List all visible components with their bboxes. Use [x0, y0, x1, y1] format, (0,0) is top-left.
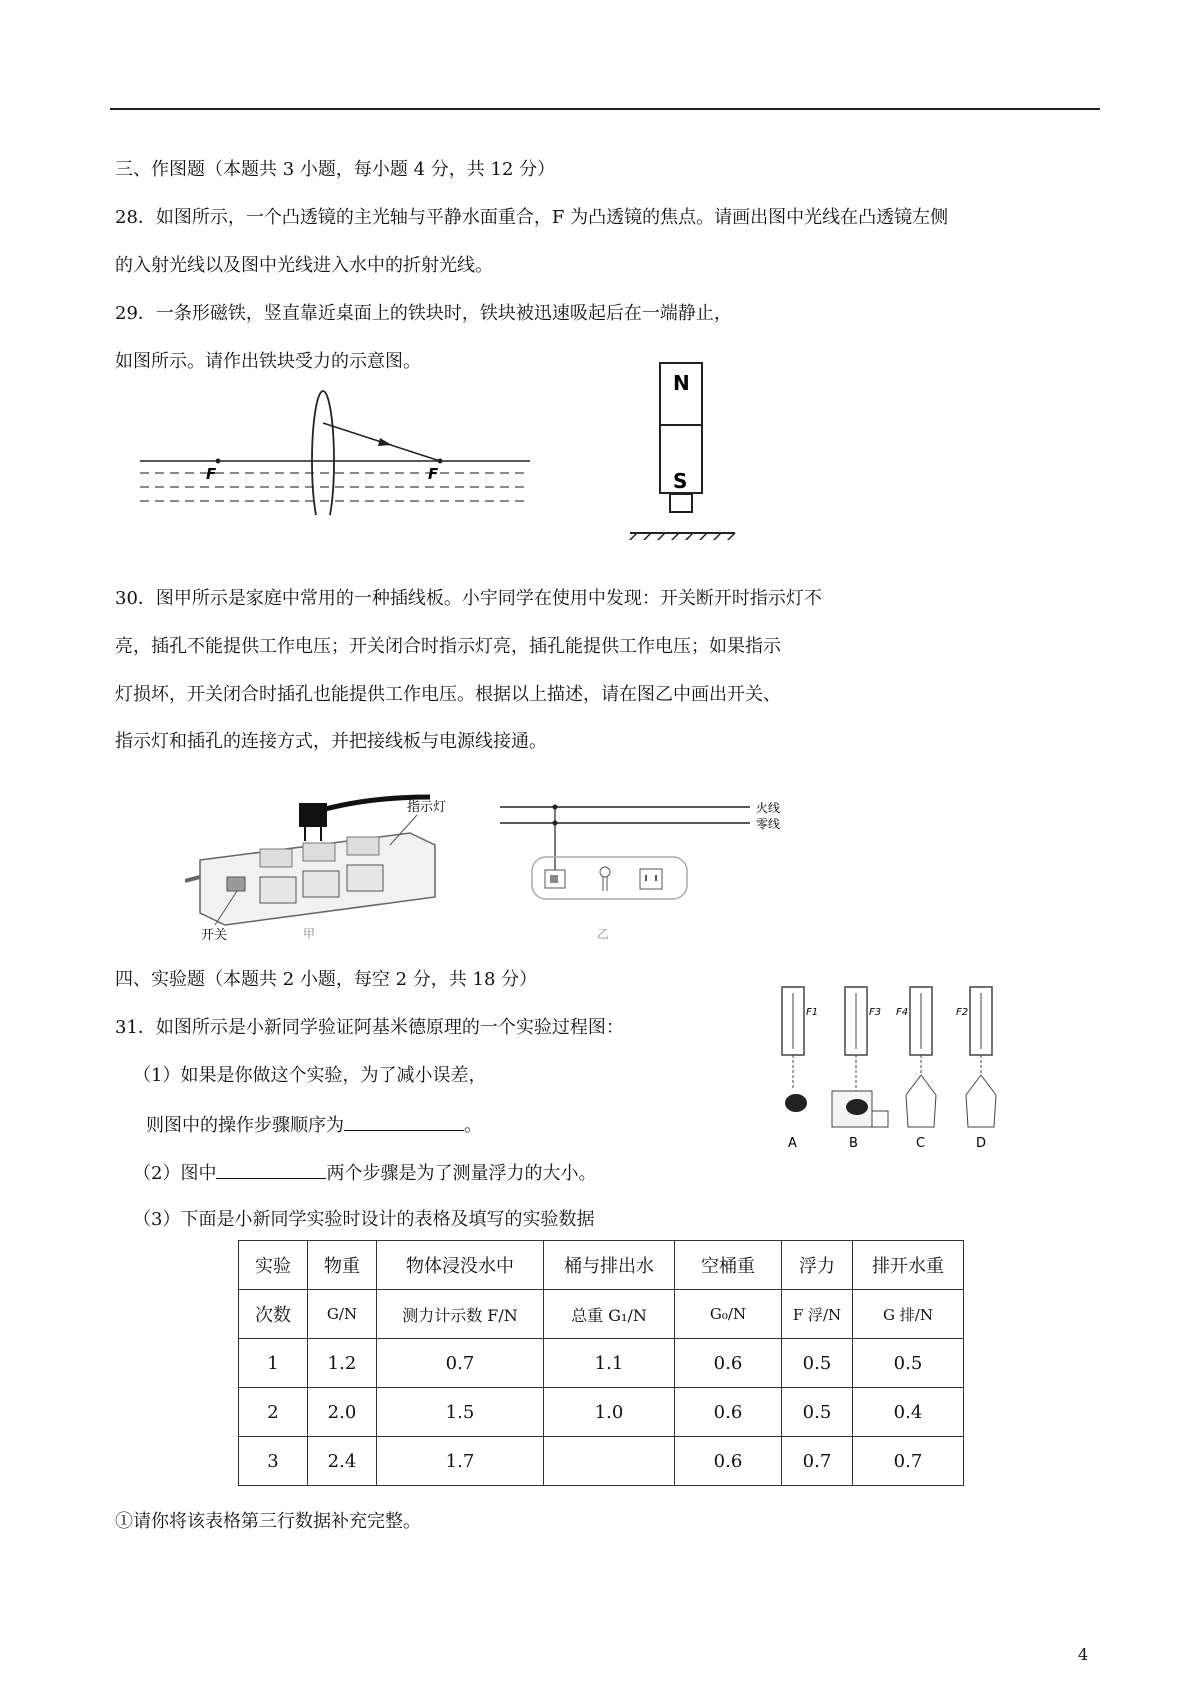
- table-header-cell: G/N: [308, 1290, 377, 1339]
- table-header-row-top: [239, 1241, 964, 1290]
- q31-sub2-pre: （2）图中: [133, 1163, 217, 1184]
- table-header-cell: 桶与排出水: [544, 1241, 675, 1290]
- table-row: [239, 1437, 964, 1486]
- header-rule: [110, 108, 1100, 110]
- q30-line3: 灯损坏，开关闭合时插孔也能提供工作电压。根据以上描述，请在图乙中画出开关、: [115, 684, 781, 705]
- svg-text:F4: F4: [896, 1007, 909, 1018]
- q31-sub1b-text: 则图中的操作步骤顺序为: [146, 1115, 344, 1136]
- table-header-cell: 物体浸没水中: [377, 1241, 544, 1290]
- q30-line2: 亮，插孔不能提供工作电压；开关闭合时指示灯亮，插孔能提供工作电压；如果指示: [115, 636, 781, 657]
- table-cell: 2.0: [308, 1388, 377, 1437]
- socket-icon: [303, 871, 339, 897]
- table-cell: 1.5: [377, 1388, 544, 1437]
- switch-label: 开关: [201, 928, 228, 943]
- table-cell: 0.6: [675, 1388, 782, 1437]
- focus-left-label: F: [206, 465, 217, 483]
- table-cell: 0.7: [853, 1437, 964, 1486]
- spring-scale-figure: [760, 985, 1020, 1155]
- q30-line1: 30．图甲所示是家庭中常用的一种插线板。小宇同学在使用中发现：开关断开时指示灯不: [115, 588, 822, 609]
- magnet-figure: [625, 360, 745, 540]
- q29-line1: 29．一条形磁铁，竖直靠近桌面上的铁块时，铁块被迅速吸起后在一端静止，: [115, 303, 732, 324]
- table-header-cell: 总重 G₁/N: [544, 1290, 675, 1339]
- table-cell: 2.4: [308, 1437, 377, 1486]
- table-cell: 1.2: [308, 1339, 377, 1388]
- table-header-cell: F 浮/N: [782, 1290, 853, 1339]
- scale-d: [956, 987, 996, 1151]
- table-header-cell: G 排/N: [853, 1290, 964, 1339]
- table-row: [239, 1388, 964, 1437]
- table-cell: 0.6: [675, 1437, 782, 1486]
- svg-text:F1: F1: [806, 1007, 819, 1018]
- q31-note: ①请你将该表格第三行数据补充完整。: [115, 1511, 421, 1532]
- table-header-cell: 实验: [239, 1241, 308, 1290]
- q30-line4: 指示灯和插孔的连接方式，并把接线板与电源线接通。: [115, 731, 547, 752]
- table-cell: 0.5: [782, 1339, 853, 1388]
- q29-line2: 如图所示。请作出铁块受力的示意图。: [115, 351, 421, 372]
- power-strip-figure: [185, 785, 495, 945]
- magnet-south-label: S: [673, 469, 688, 493]
- q31-sub2-post: 两个步骤是为了测量浮力的大小。: [326, 1163, 597, 1184]
- q31-sub1b: [146, 1112, 482, 1138]
- page-number: 4: [1078, 1645, 1089, 1664]
- table-cell: 1.1: [544, 1339, 675, 1388]
- q31-sub2: [133, 1160, 596, 1186]
- scale-c: [896, 987, 936, 1151]
- q31-sub1: （1）如果是你做这个实验，为了减小误差，: [133, 1065, 487, 1086]
- table-cell: 0.4: [853, 1388, 964, 1437]
- wiring-figure: [500, 795, 820, 905]
- lens-figure: [130, 365, 540, 515]
- table-cell: 1.7: [377, 1437, 544, 1486]
- svg-text:F3: F3: [869, 1007, 882, 1018]
- table-cell: 0.5: [782, 1388, 853, 1437]
- focus-right-label: F: [428, 465, 439, 483]
- table-header-cell: 浮力: [782, 1241, 853, 1290]
- figure-jia-label: 甲: [303, 927, 316, 941]
- experiment-data-table: [238, 1240, 964, 1486]
- table-cell: 0.6: [675, 1339, 782, 1388]
- table-header-cell: 次数: [239, 1290, 308, 1339]
- figure-yi-label: 乙: [597, 927, 610, 941]
- socket-icon: [260, 877, 296, 903]
- table-cell: 0.7: [377, 1339, 544, 1388]
- scale-a: [782, 987, 818, 1151]
- q31-sub1b-end: 。: [464, 1115, 482, 1136]
- q31-line1: 31．如图所示是小新同学验证阿基米德原理的一个实验过程图：: [115, 1017, 624, 1038]
- scale-b: [832, 987, 888, 1151]
- q28-line2: 的入射光线以及图中光线进入水中的折射光线。: [115, 255, 493, 276]
- answer-blank-order[interactable]: [344, 1112, 464, 1131]
- indicator-label: 指示灯: [407, 800, 447, 815]
- table-header-cell: 物重: [308, 1241, 377, 1290]
- socket-icon: [347, 865, 383, 891]
- scale-a-label: A: [788, 1136, 797, 1151]
- outlet-symbol-icon: [640, 869, 662, 889]
- table-header-cell: G₀/N: [675, 1290, 782, 1339]
- svg-text:F2: F2: [956, 1007, 969, 1018]
- table-cell: 1.0: [544, 1388, 675, 1437]
- indicator-lamp-icon: [600, 867, 610, 877]
- live-wire-label: 火线: [756, 801, 781, 815]
- table-cell: 0.5: [853, 1339, 964, 1388]
- table-row: [239, 1339, 964, 1388]
- answer-blank-steps[interactable]: [216, 1160, 326, 1179]
- table-cell: 1: [239, 1339, 308, 1388]
- table-header-cell: 空桶重: [675, 1241, 782, 1290]
- table-cell: 3: [239, 1437, 308, 1486]
- table-cell: 0.7: [782, 1437, 853, 1486]
- table-header-cell: 测力计示数 F/N: [377, 1290, 544, 1339]
- table-cell: 2: [239, 1388, 308, 1437]
- section4-title: 四、实验题（本题共 2 小题，每空 2 分，共 18 分）: [115, 969, 538, 990]
- table-cell-empty[interactable]: [544, 1437, 675, 1486]
- table-header-cell: 排开水重: [853, 1241, 964, 1290]
- q28-line1: 28．如图所示，一个凸透镜的主光轴与平静水面重合，F 为凸透镜的焦点。请画出图中光线在凸透镜左侧: [115, 207, 949, 228]
- switch-icon: [227, 877, 245, 891]
- scale-b-label: B: [849, 1136, 858, 1151]
- scale-c-label: C: [916, 1136, 926, 1151]
- magnet-north-label: N: [673, 371, 690, 395]
- neutral-wire-label: 零线: [756, 817, 781, 831]
- scale-d-label: D: [976, 1136, 987, 1151]
- section3-title: 三、作图题（本题共 3 小题，每小题 4 分，共 12 分）: [115, 159, 556, 180]
- table-header-row-bottom: [239, 1290, 964, 1339]
- q31-sub3: （3）下面是小新同学实验时设计的表格及填写的实验数据: [133, 1209, 595, 1230]
- plug-icon: [299, 803, 327, 827]
